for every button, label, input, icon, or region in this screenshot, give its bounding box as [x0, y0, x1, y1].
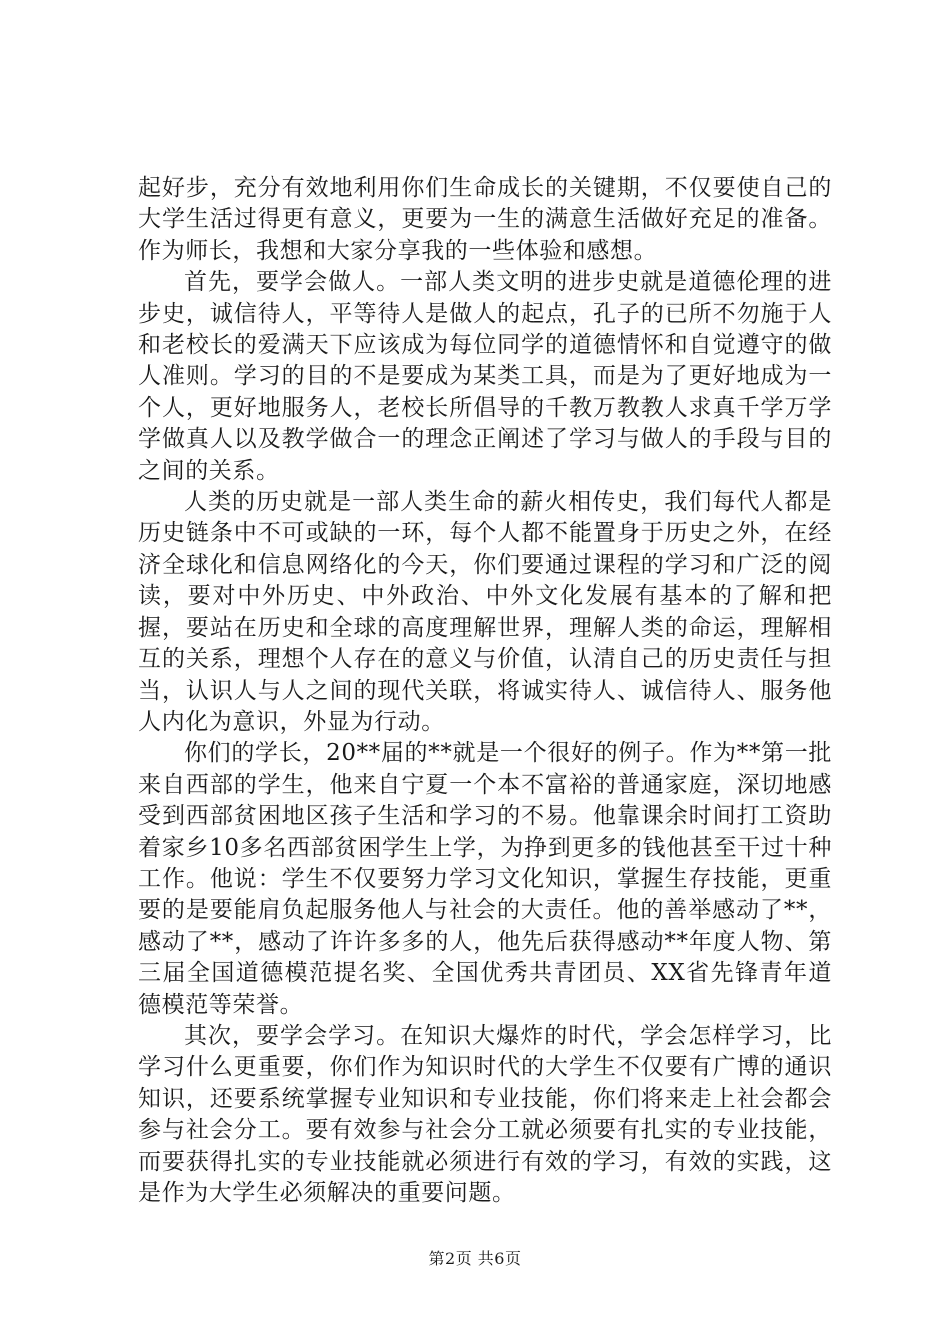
paragraph: 人类的历史就是一部人类生命的薪火相传史，我们每代人都是历史链条中不可或缺的一环，每个人都不能置身于历史之外，在经济全球化和信息网络化的今天，你们要通过课程的学习和广泛的阅读，要对中外历史、中外政治、中外文化发展有基本的了解和把握，要站在历史和全球的高度理解世界，理解人类的命运，理解相互的关系，理想个人存在的意义与价值，认清自己的历史责任与担当，认识人与人之间的现代关联，将诚实待人、诚信待人、服务他人内化为意识，外显为行动。 [138, 489, 832, 735]
paragraph: 首先，要学会做人。一部人类文明的进步史就是道德伦理的进步史，诚信待人，平等待人是做人的起点，孔子的已所不勿施于人和老校长的爱满天下应该成为每位同学的道德情怀和自觉遵守的做人准则。学习的目的不是要成为某类工具，而是为了更好地成为一个人，更好地服务人，老校长所倡导的千教万教教人求真千学万学学做真人以及教学做合一的理念正阐述了学习与做人的手段与目的之间的关系。 [138, 269, 832, 484]
paragraph: 你们的学长，20**届的**就是一个很好的例子。作为**第一批来自西部的学生，他来自宁夏一个本不富裕的普通家庭，深切地感受到西部贫困地区孩子生活和学习的不易。他靠课余时间打工资助着家乡10多名西部贫困学生上学，为挣到更多的钱他甚至干过十种工作。他说：学生不仅要努力学习文化知识，掌握生存技能，更重要的是要能肩负起服务他人与社会的大责任。他的善举感动了**，感动了**，感动了许许多多的人，他先后获得感动**年度人物、第三届全国道德模范提名奖、全国优秀共青团员、XX省先锋青年道德模范等荣誉。 [138, 740, 832, 1018]
page-number-footer: 第2页 共6页 [428, 1249, 522, 1268]
paragraph: 起好步，充分有效地利用你们生命成长的关键期，不仅要使自己的大学生活过得更有意义，更要为一生的满意生活做好充足的准备。作为师长，我想和大家分享我的一些体验和感想。 [138, 175, 832, 264]
paragraph: 其次，要学会学习。在知识大爆炸的时代，学会怎样学习，比学习什么更重要，你们作为知识时代的大学生不仅要有广博的通识知识，还要系统掌握专业知识和专业技能，你们将来走上社会都会参与社会分工。要有效参与社会分工就必须要有扎实的专业技能，而要获得扎实的专业技能就必须进行有效的学习，有效的实践，这是作为大学生必须解决的重要问题。 [138, 1022, 832, 1206]
document-body [138, 173, 832, 1209]
